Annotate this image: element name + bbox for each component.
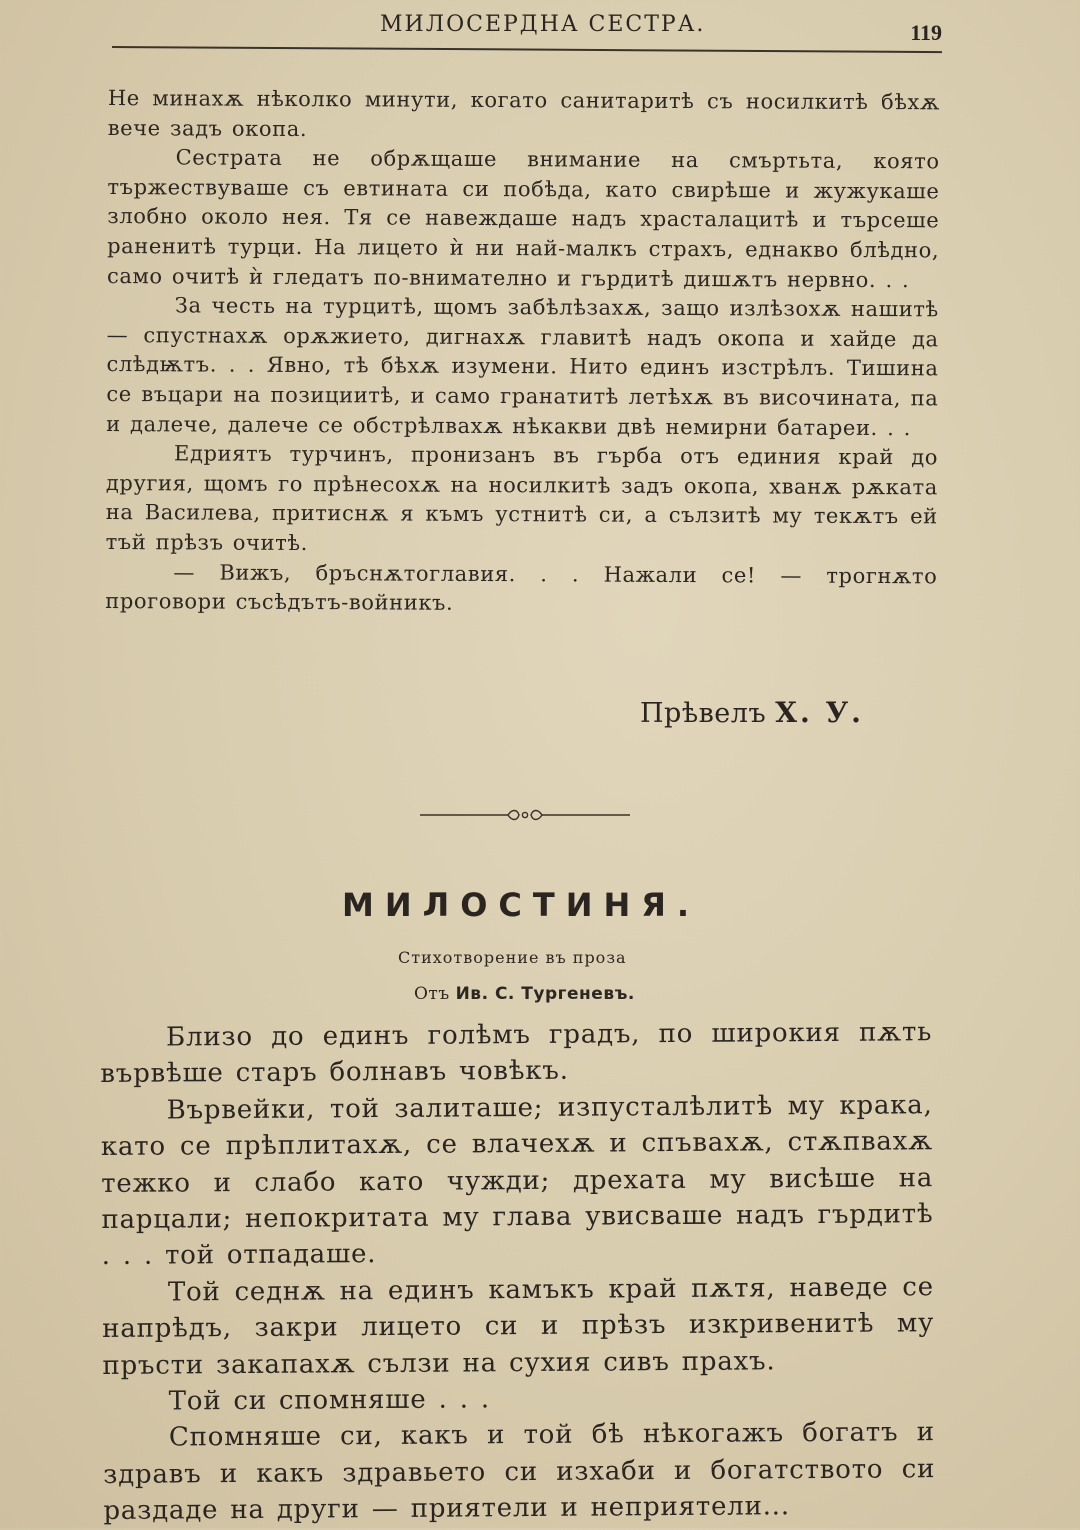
poem-paragraph: Той си спомняше . . . — [168, 1384, 490, 1417]
author-prefix: Отъ — [414, 984, 450, 1004]
running-head — [112, 6, 942, 50]
story-paragraph: Сестрата не обрѫщаше внимание на смъртьта, която тържествуваше съ евтината си побѣда, като свирѣше и жужукаше злобно около нея. Тя се навеждаше надъ храсталацитѣ и търсеше раненитѣ турци. На лицето ѝ ни най-малкъ страхъ, еднакво блѣдно, само очитѣ ѝ гледатъ по-внимателно и гърдитѣ дишѫтъ нервно. . . — [106, 145, 940, 292]
poem-author — [414, 984, 635, 1004]
ornament-divider-icon — [420, 804, 630, 826]
page-number: 119 — [910, 20, 942, 45]
story-ending-text — [105, 84, 940, 621]
poem-paragraph: Близо до единъ голѣмъ градъ, по широкия пѫть вървѣше старъ болнавъ човѣкъ. — [100, 1017, 933, 1090]
poem-title: МИЛОСТИНЯ. — [342, 886, 701, 924]
signature-prefix: Прѣвелъ — [640, 698, 767, 729]
story-paragraph: Не минахѫ нѣколко минути, когато санитаритѣ съ носилкитѣ бѣхѫ вече задъ окопа. — [107, 85, 940, 141]
running-title: МИЛОСЕРДНА СЕСТРА. — [380, 12, 706, 37]
poem-text — [100, 1014, 936, 1529]
poem-subtitle: Стихотворение въ проза — [398, 948, 627, 967]
story-paragraph: Едриятъ турчинъ, пронизанъ въ гърба отъ единия край до другия, щомъ го прѣнесохѫ на носилкитѣ задъ окопа, хванѫ рѫката на Василева, притиснѫ я къмъ устнитѣ си, а сълзитѣ му текѫтъ ей тъй прѣзъ очитѣ. — [105, 441, 939, 555]
poem-paragraph: Той седнѫ на единъ камъкъ край пѫтя, наведе се напрѣдъ, закри лицето си и прѣзъ изкривенитѣ му пръсти закапахѫ сълзи на сухия сивъ прахъ. — [102, 1272, 935, 1381]
author-name: Ив. С. Тургеневъ. — [455, 984, 635, 1004]
signature-name: Х. У. — [775, 696, 864, 729]
story-paragraph: — Вижъ, бръснѫтоглавия. . . Нажали се! — трогнѫто проговори съсѣдътъ-войникъ. — [105, 559, 938, 615]
poem-paragraph: Вървейки, той залиташе; изпусталѣлитѣ му крака, като се прѣплитахѫ, се влачехѫ и спъвахѫ, стѫпвахѫ тежко и слабо като чужди; дрехата му висѣше на парцали; непокритата му глава увисваше надъ гърдитѣ . . . той отпадаше. — [100, 1090, 934, 1272]
header-rule — [112, 46, 942, 53]
poem-paragraph: Спомняше си, какъ и той бѣ нѣкогажъ богатъ и здравъ и какъ здравьето си изхаби и богатството си раздаде на други — приятели и неприятели... — [103, 1417, 936, 1527]
translator-signature — [640, 696, 864, 729]
story-paragraph: За честь на турцитѣ, щомъ забѣлѣзахѫ, защо излѣзохѫ нашитѣ — спустнахѫ орѫжието, дигнахѫ главитѣ надъ окопа и хайде да слѣдѭтъ. . . Явно, тѣ бѣхѫ изумени. Нито единъ изстрѣлъ. Тишина се въцари на позициитѣ, и само гранатитѣ летѣхѫ въ височината, па и далече, далече се обстрѣлвахѫ нѣкакви двѣ немирни батареи. . . — [106, 293, 939, 440]
